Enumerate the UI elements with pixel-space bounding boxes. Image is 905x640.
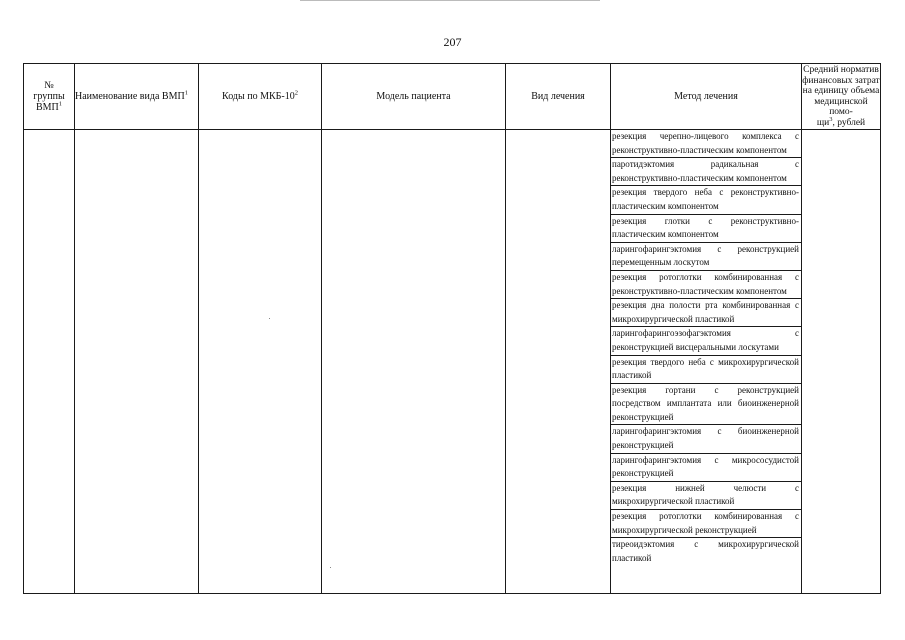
cell-group-number [24, 130, 75, 594]
list-item: резекция глотки с реконструктивно-пластическим компонентом [611, 215, 801, 243]
scan-speck [269, 318, 270, 319]
cell-patient-model [322, 130, 506, 594]
header-group-number [24, 64, 75, 130]
footnote-mark: 1 [184, 89, 188, 97]
scan-speck [330, 567, 331, 568]
footnote-mark: 3 [829, 115, 833, 123]
table-row [24, 130, 881, 594]
cell-treatment-method [611, 130, 802, 594]
header-treatment-method [611, 64, 802, 130]
header-vmp-name-text: Наименование вида ВМП [75, 91, 185, 102]
header-average-cost-line5b: , рублей [832, 117, 866, 128]
header-group-number-line1: № [44, 80, 54, 91]
list-item: паротидэктомия радикальная с реконструктивно-пластическим компонентом [611, 158, 801, 186]
header-average-cost-line2: финансовых затрат [802, 75, 880, 86]
header-group-number-line3: ВМП [35, 102, 59, 113]
header-treatment-type-text: Вид лечения [531, 91, 585, 102]
header-icd-codes-text: Коды по МКБ-10 [222, 91, 295, 102]
header-average-cost-line1: Средний норматив [803, 65, 879, 75]
footnote-mark: 1 [58, 100, 63, 108]
list-item: резекция нижней челюсти с микрохирургической пластикой [611, 482, 801, 510]
list-item: резекция гортани с реконструкцией посредством имплантата или биоинженерной реконструкцией [611, 384, 801, 426]
list-item: резекция твердого неба с микрохирургической пластикой [611, 356, 801, 384]
cell-vmp-name [75, 130, 199, 594]
page-number: 207 [443, 35, 462, 49]
vmp-table [23, 63, 881, 594]
top-scan-rule [300, 0, 600, 1]
header-average-cost-line4: медицинской помо- [814, 96, 868, 117]
list-item: тиреоидэктомия с микрохирургической пластикой [612, 539, 799, 563]
header-average-cost-line5a: щи [816, 117, 830, 128]
cell-treatment-type [506, 130, 611, 594]
header-group-number-line2: группы [33, 91, 65, 102]
header-treatment-type [506, 64, 611, 130]
list-item: резекция ротоглотки комбинированная с микрохирургической реконструкцией [611, 510, 801, 538]
list-item: резекция ротоглотки комбинированная с реконструктивно-пластическим компонентом [611, 271, 801, 299]
list-item: резекция твердого неба с реконструктивно-пластическим компонентом [611, 186, 801, 214]
header-average-cost [802, 64, 881, 130]
header-patient-model [322, 64, 506, 130]
header-vmp-name [75, 64, 199, 130]
cell-average-cost [802, 130, 881, 594]
table-header-row [24, 64, 881, 130]
header-average-cost-line3: на единицу объема [802, 86, 880, 96]
cell-icd-codes [199, 130, 322, 594]
header-treatment-method-text: Метод лечения [674, 91, 738, 102]
list-item: ларингофарингоэзофагэктомия с реконструкцией висцеральными лоскутами [611, 327, 801, 355]
header-patient-model-text: Модель пациента [376, 91, 451, 102]
list-item: резекция черепно-лицевого комплекса с реконструктивно-пластическим компонентом [611, 130, 801, 158]
method-list [611, 130, 801, 593]
list-item: резекция дна полости рта комбинированная с микрохирургической пластикой [611, 299, 801, 327]
list-item: ларингофарингэктомия с биоинженерной реконструкцией [611, 425, 801, 453]
footnote-mark: 2 [294, 89, 298, 97]
list-item: ларингофарингэктомия с реконструкцией перемещенным лоскутом [611, 243, 801, 271]
list-item: ларингофарингэктомия с микрососудистой реконструкцией [611, 454, 801, 482]
header-icd-codes [199, 64, 322, 130]
